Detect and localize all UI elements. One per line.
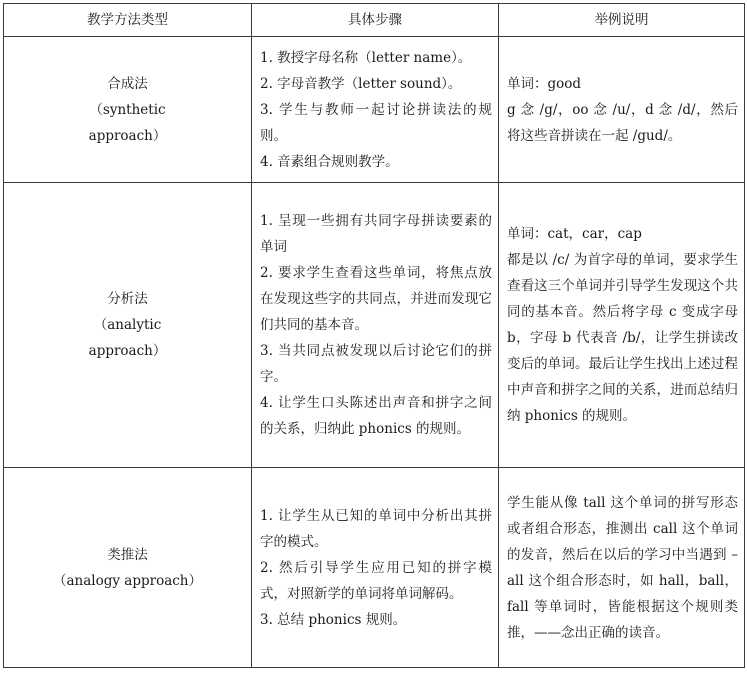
step-item: 2. 要求学生查看这些单词，将焦点放在发现这些字的共同点，并进而发现它们共同的基本音。 bbox=[260, 265, 492, 333]
example-text: g 念 /g/，oo 念 /u/，d 念 /d/，然后将这些音拼读在一起 /gud/。 bbox=[507, 101, 738, 144]
steps-cell bbox=[252, 468, 499, 668]
step-item: 2. 字母音教学（letter sound）。 bbox=[260, 75, 462, 92]
example-text: 学生能从像 tall 这个单词的拼写形态或者组合形态，推测出 call 这个单词的发音，然后在以后的学习中当遇到 –all 这个组合形态时，如 hall，ball，fall 等单词时，皆能根据这个规则类推，——念出正确的读音。 bbox=[507, 494, 738, 641]
example-cell bbox=[499, 468, 745, 668]
step-item: 4. 音素组合规则教学。 bbox=[260, 153, 399, 170]
method-name: 类推法 bbox=[107, 546, 148, 563]
step-item: 3. 当共同点被发现以后讨论它们的拼字。 bbox=[260, 343, 492, 385]
example-text: 单词：cat，car，cap bbox=[507, 226, 642, 242]
method-name: 合成法 bbox=[107, 75, 148, 92]
step-item: 3. 总结 phonics 规则。 bbox=[260, 611, 407, 628]
steps-cell bbox=[252, 37, 499, 183]
method-type-cell bbox=[4, 183, 252, 468]
header-method-type: 教学方法类型 bbox=[4, 4, 252, 37]
header-row bbox=[4, 4, 745, 37]
phonics-methods-table bbox=[3, 3, 745, 668]
method-name: 分析法 bbox=[107, 291, 148, 307]
example-text: 单词：good bbox=[507, 75, 582, 92]
method-english-close: approach） bbox=[88, 343, 167, 359]
step-item: 1. 呈现一些拥有共同字母拼读要素的单词 bbox=[260, 213, 492, 255]
method-type-cell bbox=[4, 468, 252, 668]
method-english-close: approach） bbox=[88, 127, 167, 144]
table-row-analytic bbox=[4, 183, 745, 468]
step-item: 3. 学生与教师一起讨论拼读法的规则。 bbox=[260, 101, 492, 144]
table-row-synthetic bbox=[4, 37, 745, 183]
step-item: 1. 让学生从已知的单词中分析出其拼字的模式。 bbox=[260, 507, 492, 550]
step-item: 1. 教授字母名称（letter name）。 bbox=[260, 49, 472, 66]
method-type-cell bbox=[4, 37, 252, 183]
table-row-analogy bbox=[4, 468, 745, 668]
example-cell bbox=[499, 37, 745, 183]
steps-cell bbox=[252, 183, 499, 468]
example-cell bbox=[499, 183, 745, 468]
header-example: 举例说明 bbox=[499, 4, 745, 37]
method-english-open: （analogy approach） bbox=[52, 572, 202, 589]
example-text: 都是以 /c/ 为首字母的单词，要求学生查看这三个单词并引导学生发现这个共同的基本音。然后将字母 c 变成字母 b，字母 b 代表音 /b/，让学生拼读改变后的单词。最后让学生找出上述过程中声音和拼字之间的关系，进而总结归纳 phonics 的规则。 bbox=[507, 252, 738, 424]
method-english-open: （analytic bbox=[93, 317, 162, 333]
step-item: 2. 然后引导学生应用已知的拼字模式，对照新学的单词将单词解码。 bbox=[260, 559, 492, 602]
header-steps: 具体步骤 bbox=[252, 4, 499, 37]
method-english-open: （synthetic bbox=[89, 101, 166, 118]
step-item: 4. 让学生口头陈述出声音和拼字之间的关系，归纳此 phonics 的规则。 bbox=[260, 395, 492, 437]
